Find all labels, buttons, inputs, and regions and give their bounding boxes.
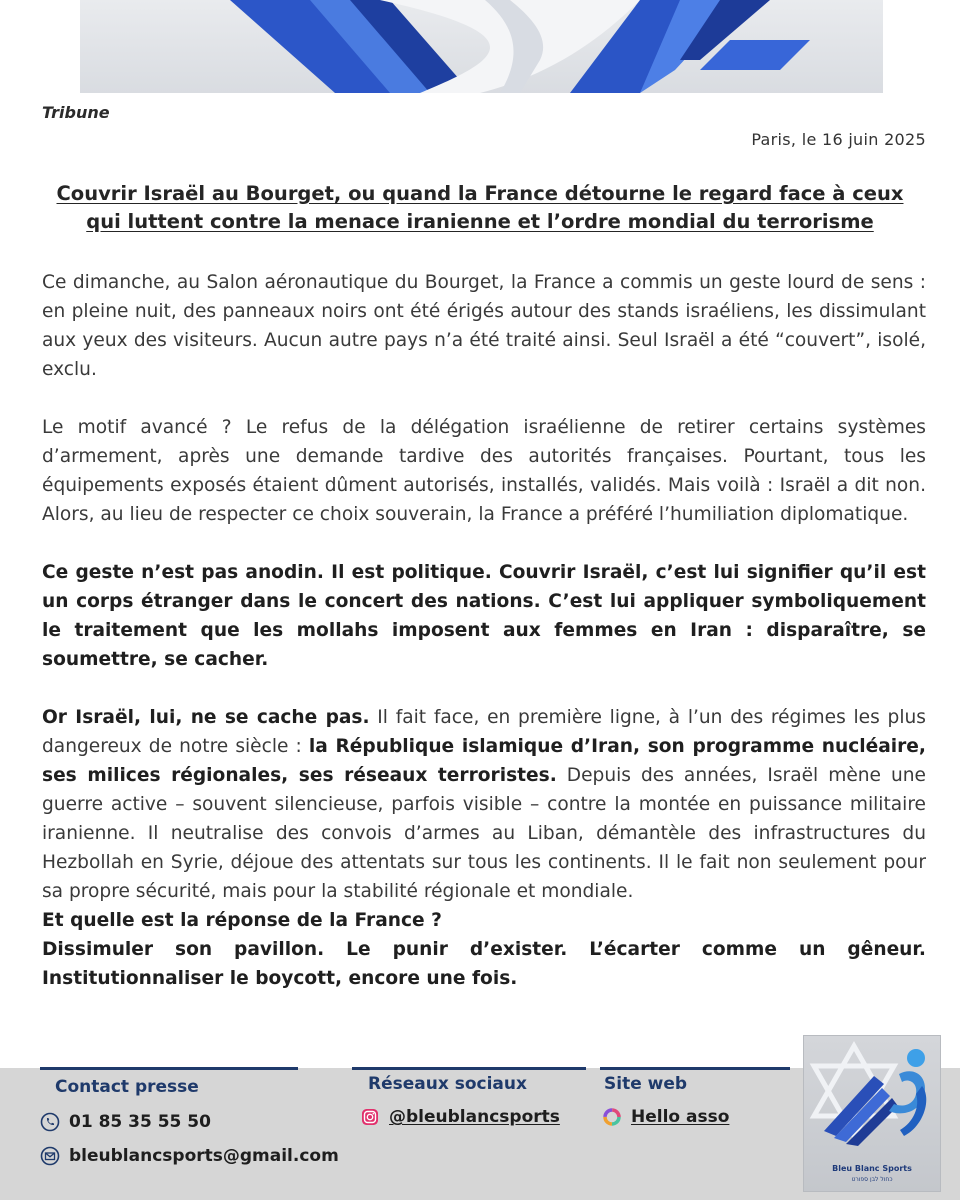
paragraph-2: Le motif avancé ? Le refus de la délégation israélienne de retirer certains systèmes d’armement, après une demande tardive des autorités françaises. Pourtant, tous les équipements exposés étaient dûment autorisés, installés, validés. Mais voilà : Israël a dit non. Alors, au lieu de respecter ce choix souverain, la France a préféré l’humiliation diplomatique. [42,417,926,525]
phone-contact[interactable] [40,1112,211,1132]
phone-icon [40,1112,60,1132]
footer-divider [600,1067,790,1070]
footer-divider [352,1067,586,1070]
paragraph-1: Ce dimanche, au Salon aéronautique du Bourget, la France a commis un geste lourd de sens : en pleine nuit, des panneaux noirs ont été érigés autour des stands israéliens, les dissimulant aux yeux des visiteurs. Aucun autre pays n’a été traité ainsi. Seul Israël a été “couvert”, isolé, exclu. [42,272,926,380]
website-title: Site web [604,1074,688,1094]
section-label: Tribune [42,103,110,122]
helloasso-icon [602,1107,622,1127]
paragraph-4-lead: Or Israël, lui, ne se cache pas. [42,707,370,728]
phone-number[interactable]: 01 85 35 55 50 [69,1112,211,1132]
paragraph-4-emphasis: la République islamique d’Iran, son programme nucléaire, ses milices régionales, ses réseaux terroristes. [42,736,926,786]
email-address[interactable]: bleublancsports@gmail.com [69,1146,339,1166]
paragraph-4-text-a: Il fait face, en première ligne, à l’un des régimes les plus dangereux de notre siècle : [42,707,926,757]
email-contact[interactable] [40,1146,339,1166]
dateline: Paris, le 16 juin 2025 [751,130,926,149]
article-body [42,268,926,993]
article-title: Couvrir Israël au Bourget, ou quand la France détourne le regard face à ceux qui luttent contre la menace iranienne et l’ordre mondial du terrorisme [56,182,904,233]
bleublancsports-logo [803,1035,941,1192]
instagram-handle[interactable]: @bleublancsports [389,1107,560,1127]
banner-swoosh-graphic [80,0,883,93]
website-link[interactable] [602,1107,729,1127]
footer-divider [40,1067,298,1070]
contact-title: Contact presse [55,1077,199,1097]
logo-subtitle: כחול לבן ספורט [851,1176,893,1183]
social-title: Réseaux sociaux [368,1074,527,1094]
header-banner-image [80,0,883,93]
website-link-text[interactable]: Hello asso [631,1107,730,1127]
logo-name: Bleu Blanc Sports [832,1164,912,1173]
question-line: Et quelle est la réponse de la France ? [42,910,442,931]
logo-emblem [804,1036,940,1166]
paragraph-4-text-b: Depuis des années, Israël mène une guerre active – souvent silencieuse, parfois visible – contre la montée en puissance militaire iranienne. Il neutralise des convois d’armes au Liban, démantèle des infrastructures du Hezbollah en Syrie, déjoue des attentats sur tous les continents. Il le fait non seulement pour sa propre sécurité, mais pour la stabilité régionale et mondiale. [42,765,926,902]
instagram-link[interactable] [360,1107,560,1127]
mail-icon [40,1146,60,1166]
instagram-icon [360,1107,380,1127]
closing-paragraph: Dissimuler son pavillon. Le punir d’exister. L’écarter comme un gêneur. Institutionnaliser le boycott, encore une fois. [42,939,926,989]
paragraph-4 [42,703,926,906]
paragraph-3: Ce geste n’est pas anodin. Il est politique. Couvrir Israël, c’est lui signifier qu’il est un corps étranger dans le concert des nations. C’est lui appliquer symboliquement le traitement que les mollahs imposent aux femmes en Iran : disparaître, se soumettre, se cacher. [42,562,926,670]
